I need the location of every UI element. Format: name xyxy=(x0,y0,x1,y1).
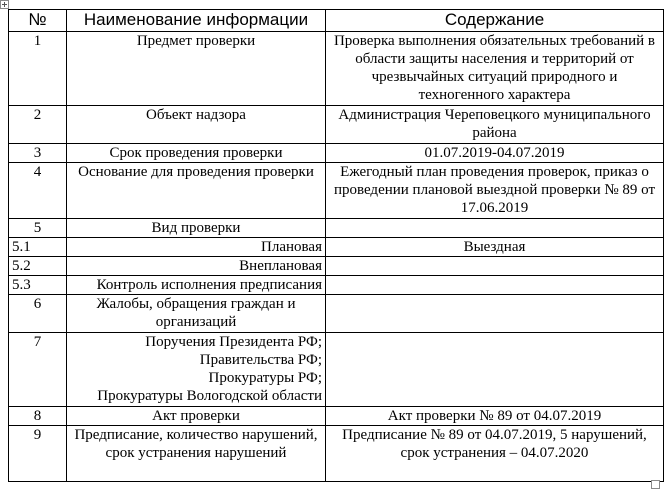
table-move-handle-icon[interactable] xyxy=(0,0,9,9)
row-number: 7 xyxy=(9,333,67,407)
table-row xyxy=(9,219,664,238)
row-content: 01.07.2019-04.07.2019 xyxy=(326,144,664,163)
row-name: Основание для проведения проверки xyxy=(67,163,326,219)
header-number: № xyxy=(9,10,67,32)
row-number: 9 xyxy=(9,426,67,482)
row-content: Акт проверки № 89 от 04.07.2019 xyxy=(326,407,664,426)
row-content xyxy=(326,219,664,238)
header-content: Содержание xyxy=(326,10,664,32)
table-row xyxy=(9,144,664,163)
row-number: 6 xyxy=(9,295,67,333)
row-name: Вид проверки xyxy=(67,219,326,238)
table-row xyxy=(9,333,664,407)
table-header-row xyxy=(9,10,664,32)
row-name-lines xyxy=(67,333,326,407)
header-name: Наименование информации xyxy=(67,10,326,32)
row-name: Внеплановая xyxy=(67,257,326,276)
row-name: Акт проверки xyxy=(67,407,326,426)
row-name: Жалобы, обращения граждан и организаций xyxy=(67,295,326,333)
table-resize-handle-icon[interactable] xyxy=(651,480,660,489)
inspection-info-table xyxy=(8,9,664,482)
row-name: Контроль исполнения предписания xyxy=(67,276,326,295)
row-name: Плановая xyxy=(67,238,326,257)
row-content: Администрация Череповецкого муниципального района xyxy=(326,106,664,144)
row-number: 5.1 xyxy=(9,238,67,257)
row-content: Предписание № 89 от 04.07.2019, 5 нарушений, срок устранения – 04.07.2020 xyxy=(326,426,664,482)
row-number: 8 xyxy=(9,407,67,426)
row-number: 5 xyxy=(9,219,67,238)
row-name: Объект надзора xyxy=(67,106,326,144)
row-content xyxy=(326,333,664,407)
table-row xyxy=(9,407,664,426)
table-row xyxy=(9,32,664,106)
table-row xyxy=(9,106,664,144)
table-row xyxy=(9,257,664,276)
row-content xyxy=(326,257,664,276)
row-number: 3 xyxy=(9,144,67,163)
table-row xyxy=(9,426,664,482)
table-row xyxy=(9,163,664,219)
row-number: 5.3 xyxy=(9,276,67,295)
table-row xyxy=(9,238,664,257)
row-name: Предписание, количество нарушений, срок устранения нарушений xyxy=(67,426,326,482)
table-row xyxy=(9,295,664,333)
row-content: Ежегодный план проведения проверок, приказ о проведении плановой выездной проверки № 89 от 17.06.2019 xyxy=(326,163,664,219)
table-row xyxy=(9,276,664,295)
row-content xyxy=(326,295,664,333)
row-name-line: Правительства РФ; xyxy=(199,352,322,368)
row-name-line: Прокуратуры Вологодской области xyxy=(97,388,322,404)
row-number: 1 xyxy=(9,32,67,106)
row-name: Срок проведения проверки xyxy=(67,144,326,163)
row-number: 2 xyxy=(9,106,67,144)
row-name-line: Поручения Президента РФ; xyxy=(145,334,322,350)
row-name: Предмет проверки xyxy=(67,32,326,106)
row-number: 5.2 xyxy=(9,257,67,276)
row-name-line: Прокуратуры РФ; xyxy=(208,370,322,386)
row-number: 4 xyxy=(9,163,67,219)
row-content: Выездная xyxy=(326,238,664,257)
row-content xyxy=(326,276,664,295)
row-content: Проверка выполнения обязательных требований в области защиты населения и территорий от чрезвычайных ситуаций природного и техногенного характера xyxy=(326,32,664,106)
